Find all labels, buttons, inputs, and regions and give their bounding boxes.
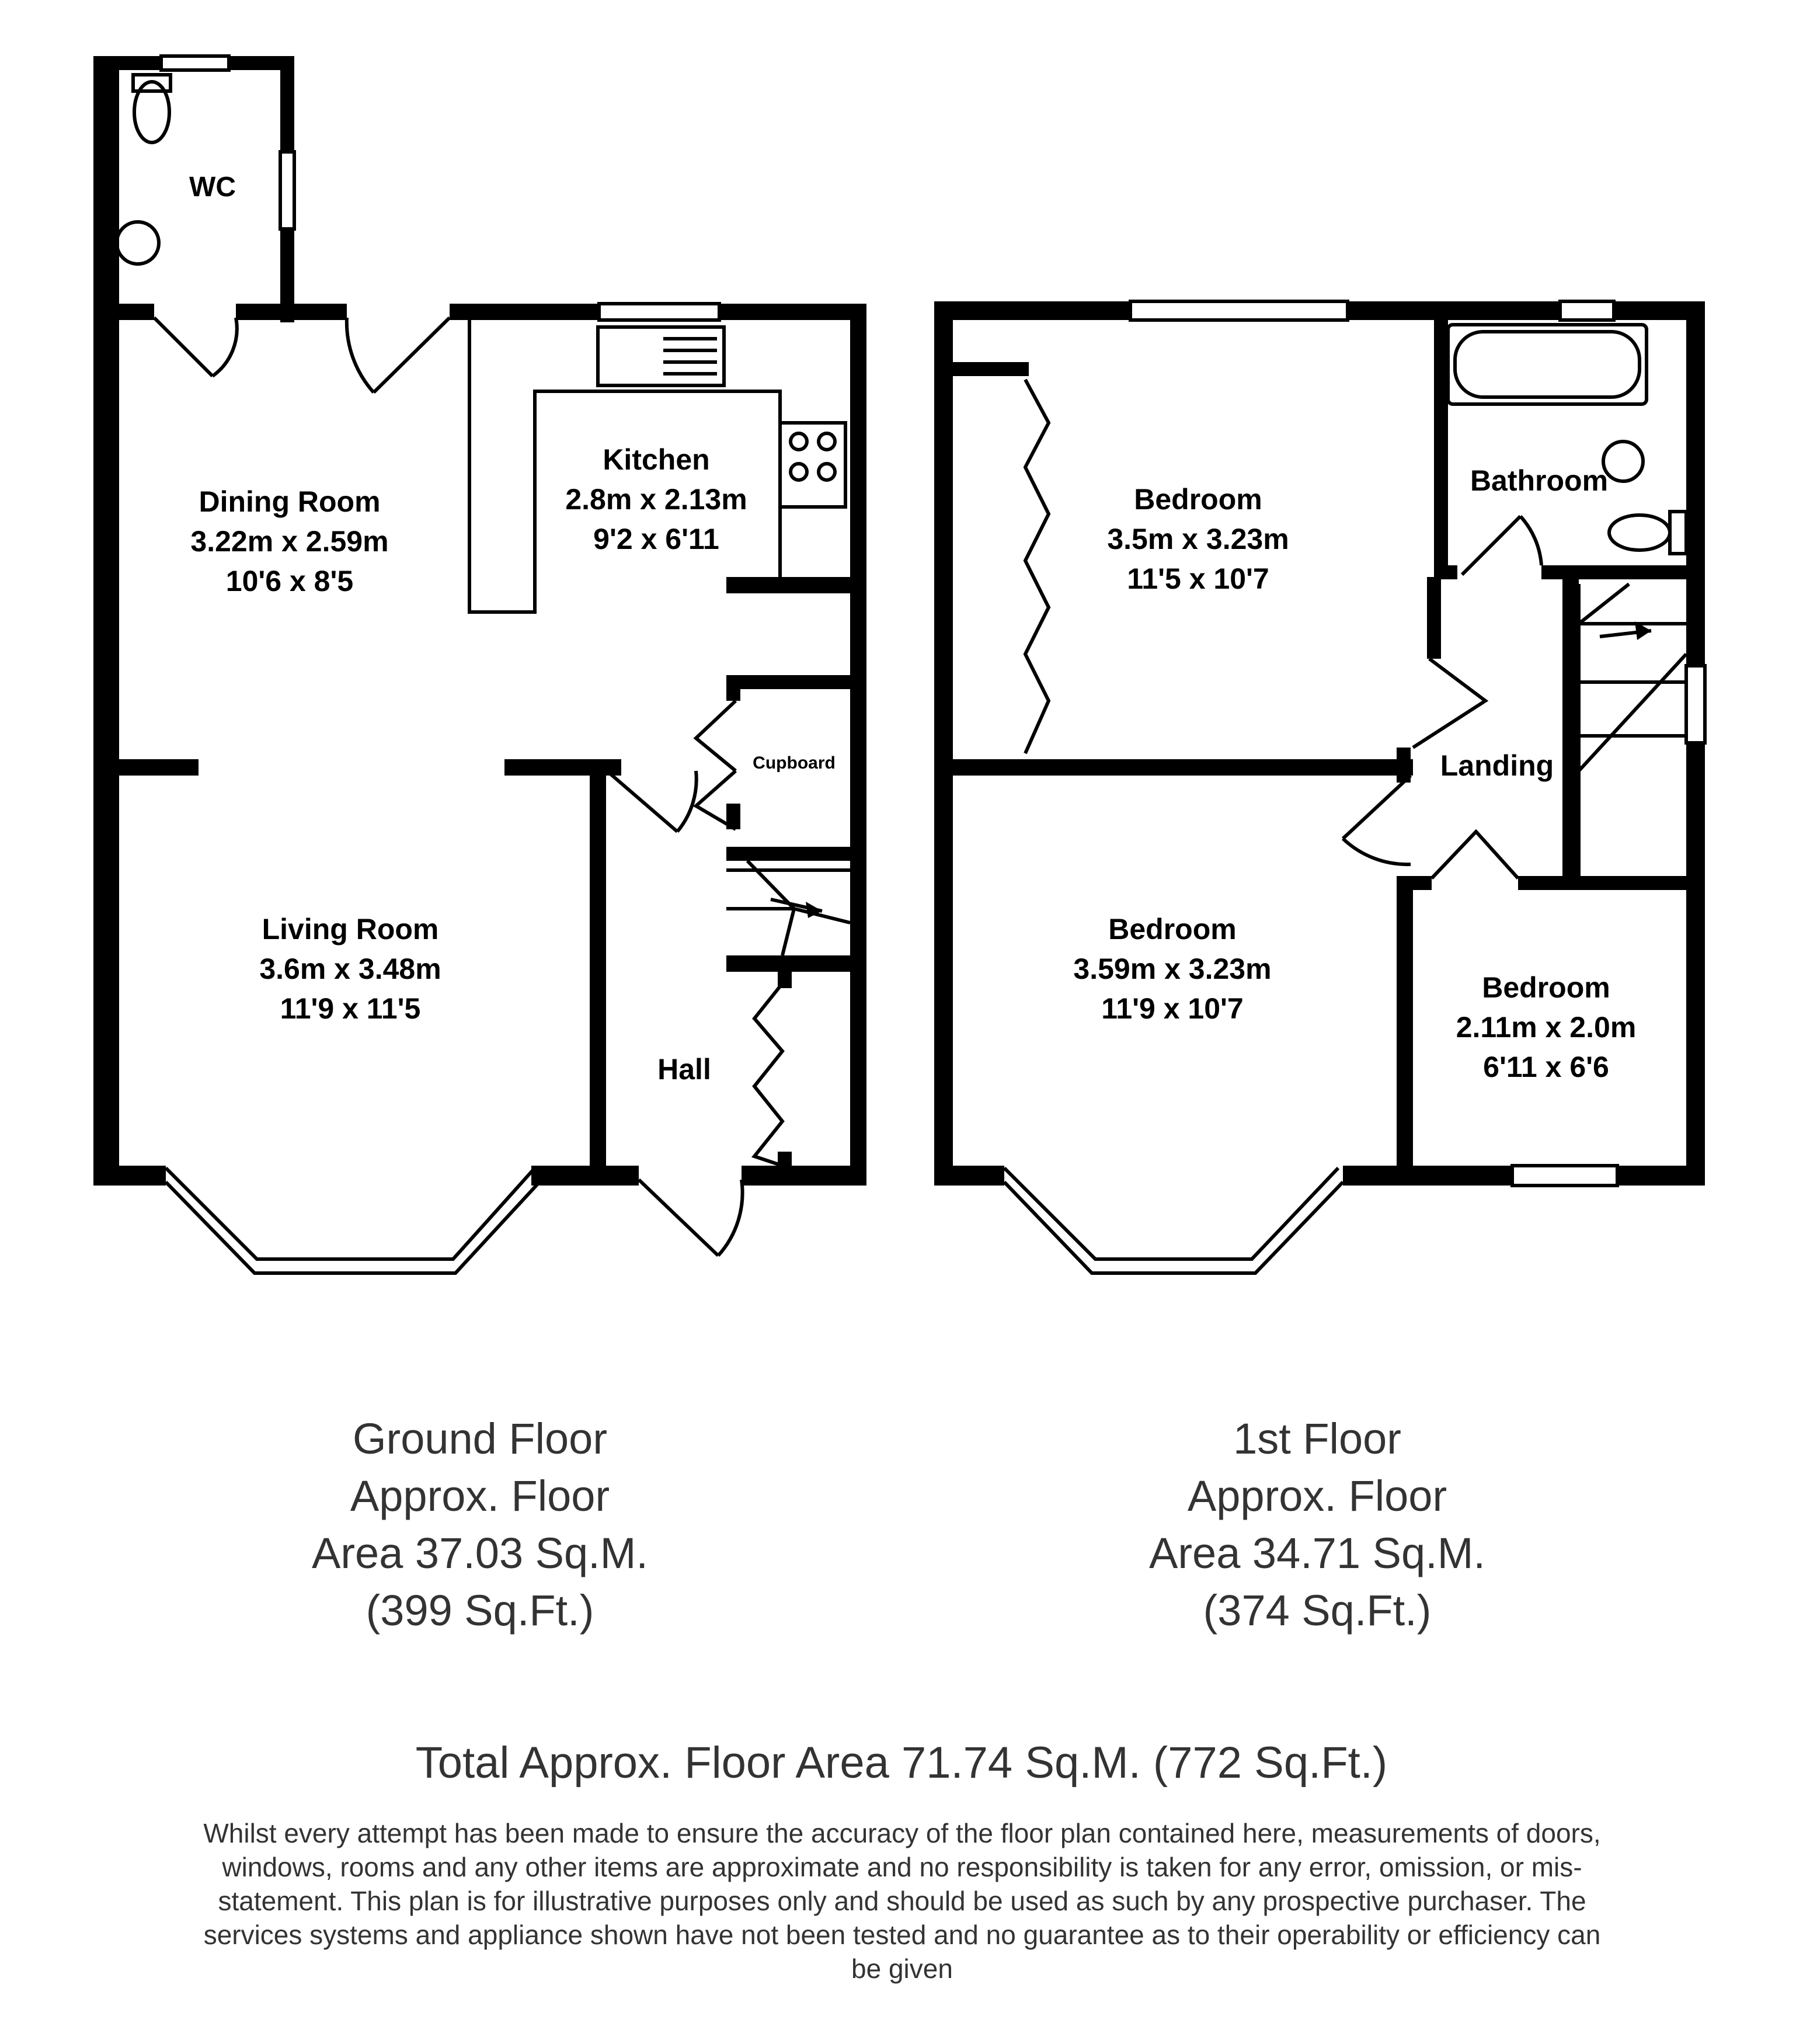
hall-cupboard-doors <box>754 983 782 1166</box>
first-floor-caption-line: Area 34.71 Sq.M. <box>1149 1529 1485 1577</box>
room-name-kitchen: Kitchen <box>603 443 710 476</box>
first-top-wall-a <box>934 301 1130 320</box>
cupboard-left-wall-a <box>726 675 740 701</box>
room-name-bedroom-1: Bedroom <box>1134 483 1262 516</box>
hob-ring-icon <box>819 433 835 450</box>
rear-door <box>347 318 450 392</box>
first-bottom-wall-a <box>934 1166 1004 1186</box>
wc-basin-icon <box>117 222 159 264</box>
room-dims-ft-dining: 10'6 x 8'5 <box>225 565 354 597</box>
room-name-cupboard: Cupboard <box>753 753 836 773</box>
ground-floor-caption-line: (399 Sq.Ft.) <box>366 1586 594 1635</box>
disclaimer-text: Whilst every attempt has been made to ensure the accuracy of the floor plan contained here, measurements of doors, windows, rooms and any other items are approximate and no responsibility is taken for any error, omission, or mis-statement. This plan is for illustrative purposes only and should be used as such by any prospective purchaser. The services systems and appliance shown have not been tested and no guarantee as to their operability or efficiency can be given <box>203 1818 1601 1984</box>
wc-left-wall <box>93 56 119 322</box>
rear-bedroom-door <box>1343 776 1411 864</box>
kitchen-bottom-wall <box>726 577 850 593</box>
first-floor-caption-line: (374 Sq.Ft.) <box>1203 1586 1432 1635</box>
ground-floor-caption-line: Approx. Floor <box>350 1472 610 1520</box>
room-name-bedroom-3: Bedroom <box>1482 971 1610 1004</box>
room-dims-m-dining: 3.22m x 2.59m <box>190 525 389 558</box>
stairs-bottom-wall <box>726 955 850 972</box>
ground-bottom-wall-a <box>93 1166 166 1186</box>
first-floor-caption-line: 1st Floor <box>1233 1414 1401 1463</box>
first-left-wall <box>934 301 953 1186</box>
room-dims-m-bedroom-1: 3.5m x 3.23m <box>1107 523 1289 555</box>
first-floor-plan <box>934 301 1705 1273</box>
cupboard-top-wall <box>726 675 850 689</box>
small-bedroom-left-wall <box>1397 876 1413 1186</box>
room-dims-ft-bedroom-3: 6'11 x 6'6 <box>1483 1051 1609 1083</box>
hall-door <box>610 771 697 832</box>
small-bedroom-top-wall-b <box>1518 876 1705 890</box>
room-dims-ft-kitchen: 9'2 x 6'11 <box>593 523 719 555</box>
stairs-top-wall <box>726 847 850 861</box>
room-name-dining: Dining Room <box>199 485 381 518</box>
kitchen-window <box>599 304 719 320</box>
room-name-wc: WC <box>189 172 236 203</box>
bathroom-toilet-icon <box>1609 515 1670 550</box>
ground-bottom-wall-b <box>531 1166 639 1186</box>
ground-floor-plan <box>93 56 866 1273</box>
hob-icon <box>780 423 845 507</box>
room-dims-ft-bedroom-1: 11'5 x 10'7 <box>1127 562 1269 595</box>
bathroom-window <box>1560 301 1614 320</box>
ground-top-wall-b <box>236 304 347 320</box>
wardrobe-top-wall <box>953 362 1029 376</box>
total-floor-area: Total Approx. Floor Area 71.74 Sq.M. (772 Sq.Ft.) <box>415 1738 1388 1788</box>
bath-inner-icon <box>1455 332 1640 397</box>
wc-top-window <box>161 56 229 70</box>
room-dims-ft-bedroom-2: 11'9 x 10'7 <box>1101 992 1244 1025</box>
first-floor-caption-line: Approx. Floor <box>1187 1472 1447 1520</box>
hob-ring-icon <box>819 464 835 480</box>
bathroom-door <box>1462 516 1541 575</box>
stair-tread <box>1579 584 1629 624</box>
hall-cupboard-jamb <box>778 1152 792 1168</box>
bathroom-left-wall <box>1434 320 1448 577</box>
room-dims-m-bedroom-2: 3.59m x 3.23m <box>1073 953 1272 985</box>
room-name-bathroom: Bathroom <box>1470 464 1609 497</box>
small-bedroom-top-wall-a <box>1397 876 1432 890</box>
room-dims-ft-living: 11'9 x 11'5 <box>280 992 421 1025</box>
first-bottom-wall-b <box>1343 1166 1512 1186</box>
bedroom-right-wall <box>1427 577 1441 659</box>
room-dims-m-living: 3.6m x 3.48m <box>259 953 441 985</box>
stair-tread <box>1579 654 1686 771</box>
ground-floor-caption <box>217 1410 743 1639</box>
bedroom-bay-window-inner <box>1004 1168 1338 1259</box>
wc-door <box>154 318 237 376</box>
room-dims-m-bedroom-3: 2.11m x 2.0m <box>1456 1011 1637 1044</box>
ground-top-wall-c <box>450 304 599 320</box>
bathroom-basin-icon <box>1603 442 1643 481</box>
bathroom-cistern-icon <box>1670 512 1686 554</box>
front-door <box>639 1180 743 1256</box>
room-name-living: Living Room <box>262 913 439 945</box>
bath-icon <box>1448 325 1647 404</box>
stair-tread <box>782 909 794 955</box>
ground-bottom-wall-c <box>742 1166 866 1186</box>
ground-top-wall-a <box>93 304 154 320</box>
stairwell-wall <box>1562 577 1579 881</box>
front-bedroom-door <box>1413 659 1485 748</box>
room-name-landing: Landing <box>1440 749 1554 782</box>
first-floor-caption <box>1054 1410 1580 1639</box>
hall-cupboard-jamb <box>778 972 792 988</box>
ground-top-wall-d <box>719 304 866 320</box>
first-top-wall-b <box>1348 301 1560 320</box>
first-bottom-wall-c <box>1617 1166 1705 1186</box>
hob-ring-icon <box>791 433 807 450</box>
ground-floor-caption-line: Area 37.03 Sq.M. <box>312 1529 648 1577</box>
bedrooms-divider-wall <box>953 759 1413 776</box>
wc-side-window <box>280 152 294 229</box>
front-bedroom-window <box>1130 301 1348 320</box>
dining-living-divider-a <box>119 759 199 776</box>
ground-right-wall <box>850 304 866 1186</box>
ground-left-wall <box>93 304 119 1186</box>
landing-window <box>1686 666 1705 743</box>
hob-ring-icon <box>791 464 807 480</box>
room-name-bedroom-2: Bedroom <box>1108 913 1237 945</box>
small-bedroom-window <box>1512 1166 1617 1186</box>
hall-left-wall <box>590 759 606 1168</box>
wardrobe-doors <box>1025 380 1049 753</box>
room-dims-m-kitchen: 2.8m x 2.13m <box>565 483 747 516</box>
room-name-hall: Hall <box>657 1053 711 1086</box>
kitchen-sink-icon <box>598 327 724 385</box>
small-bedroom-door <box>1432 832 1518 878</box>
ground-floor-caption-line: Ground Floor <box>353 1414 607 1463</box>
